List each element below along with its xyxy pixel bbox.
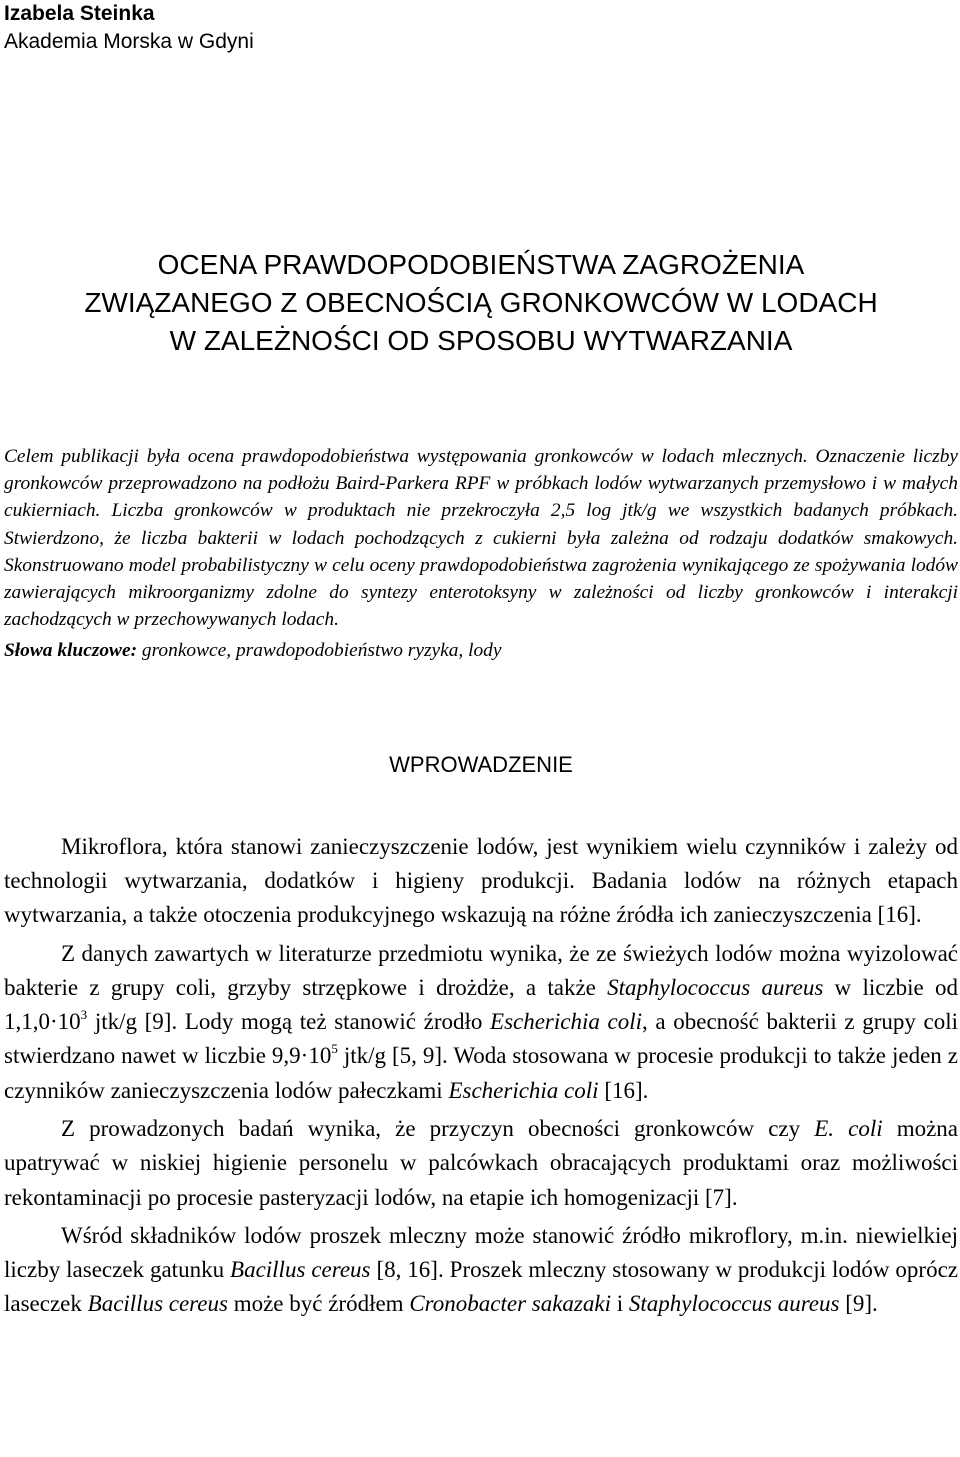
body-text: [4, 830, 958, 1322]
author-name: Izabela Steinka: [4, 2, 155, 25]
species-name: Bacillus cereus: [230, 1257, 371, 1283]
section-heading: WPROWADZENIE: [389, 751, 573, 777]
species-name: Staphylococcus aureus: [607, 974, 824, 1000]
exponent: 5: [331, 1041, 338, 1057]
keywords-label: Słowa kluczowe:: [4, 640, 138, 662]
paper-title: [4, 246, 958, 360]
species-name: Escherichia coli: [448, 1077, 599, 1103]
paragraph: Z prowadzonych badań wynika, że przyczyn obecności gronkowców czy E. coli można upatrywać w niskiej higienie personelu w palcówkach obracających produktami oraz możliwości rekontaminacji po procesie pasteryzacji lodów, na etapie ich homogenizacji [7].: [4, 1116, 958, 1210]
paragraph: Wśród składników lodów proszek mleczny może stanowić źródło mikroflory, m.in. niewielkiej liczby laseczek gatunku Bacillus cereus [8, 16]. Proszek mleczny stosowany w produkcji lodów oprócz laseczek Bacillus cereus może być źródłem Cronobacter sakazaki i Staphylococcus aureus [9].: [4, 1222, 958, 1317]
keywords: [4, 637, 958, 664]
keywords-text: gronkowce, prawdopodobieństwo ryzyka, lody: [137, 640, 502, 662]
species-name: E. coli: [814, 1116, 883, 1141]
exponent: 3: [80, 1007, 88, 1023]
species-name: Escherichia coli: [490, 1009, 643, 1035]
title-line: ZWIĄZANEGO Z OBECNOŚCIĄ GRONKOWCÓW W LODACH: [84, 287, 878, 318]
abstract: Celem publikacji była ocena prawdopodobieństwa występowania gronkowców w lodach mlecznych. Oznaczenie liczby gronkowców przeprowadzono na podłożu Baird-Parkera RPF w próbkach lodów wytwarzanych przemysłowo i w małych cukierniach. Liczba gronkowców w produktach nie przekroczyła 2,5 log jtk/g we wszystkich badanych próbkach. Stwierdzono, że liczba bakterii w lodach pochodzących z cukierni była zależna od rodzaju dodatków smakowych. Skonstruowano model probabilistyczny w celu oceny prawdopodobieństwa zagrożenia wynikającego ze spożywania lodów zawierających mikroorganizmy zdolne do syntezy enterotoksyny w zależności od liczby gronkowców i interakcji zachodzących w przechowywanych lodach.: [4, 446, 958, 631]
author-affiliation: Akademia Morska w Gdyni: [4, 30, 254, 53]
species-name: Bacillus cereus: [87, 1291, 228, 1317]
species-name: Cronobacter sakazaki: [409, 1291, 611, 1317]
title-line: OCENA PRAWDOPODOBIEŃSTWA ZAGROŻENIA: [157, 249, 805, 280]
paragraph: Mikroflora, która stanowi zanieczyszczenie lodów, jest wynikiem wielu czynników i zależy od technologii wytwarzania, dodatków i higieny produkcji. Badania lodów na różnych etapach wytwarzania, a także otoczenia produkcyjnego wskazują na różne źródła ich zanieczyszczenia [16].: [4, 833, 958, 928]
species-name: Staphylococcus aureus: [628, 1291, 840, 1317]
title-line: W ZALEŻNOŚCI OD SPOSOBU WYTWARZANIA: [169, 325, 793, 356]
paragraph: Z danych zawartych w literaturze przedmiotu wynika, że ze świeżych lodów można wyizolować bakterie z grupy coli, grzyby strzępkowe i drożdże, a także Staphylococcus aureus w liczbie od $1,1,0\cdot 10^3$ jtk/g [9]. Lody mogą też stanowić źrodło Escherichia coli, a obecność bakterii z grupy coli stwierdzano nawet w liczbie $9,9\cdot 10^5$ jtk/g [5, 9]. Woda stosowana w procesie produkcji to także jeden z czynników zanieczyszczenia lodów pałeczkami Escherichia coli [16].: [4, 940, 959, 1103]
